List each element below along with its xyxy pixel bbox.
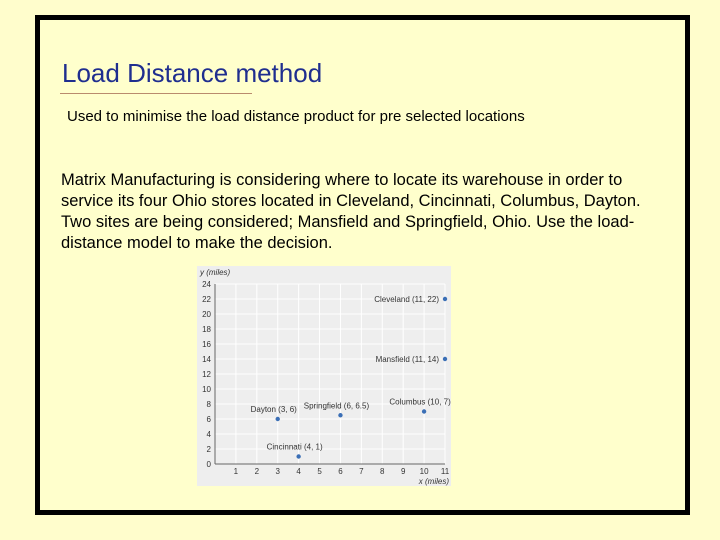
data-point-label: Springfield (6, 6.5) [303,401,370,411]
x-tick-label: 9 [400,467,406,476]
chart-svg [197,266,451,486]
x-tick-label: 11 [440,467,450,476]
y-tick-label: 18 [202,325,211,334]
data-point-label: Columbus (10, 7) [389,397,451,407]
x-tick-label: 5 [317,467,322,476]
x-tick-label: 1 [233,467,239,476]
data-point [338,413,342,417]
y-tick-label: 14 [202,355,211,364]
data-point-label: Cleveland (11, 22) [374,295,439,304]
x-axis-title: x (miles) [418,477,449,486]
x-tick-label: 6 [338,467,343,476]
y-axis-title: y (miles) [200,268,231,277]
scatter-chart [197,266,451,486]
y-tick-label: 8 [206,400,211,409]
data-point-label: Cincinnati (4, 1) [266,442,323,452]
problem-statement: Matrix Manufacturing is considering where to locate its warehouse in order to service its four Ohio stores located in Cleveland, Cincinnati, Columbus, Dayton. Two sites are being considered; Mansfield and Springfield, Ohio. Use the load-distance model to make the decision. [61,171,641,252]
data-point [276,417,280,421]
y-tick-label: 2 [206,445,211,454]
y-tick-label: 0 [206,460,211,469]
y-tick-label: 4 [206,430,211,439]
title-underline [60,93,252,94]
y-tick-label: 22 [202,295,211,304]
y-tick-label: 20 [202,310,211,319]
slide-title: Load Distance method [62,58,323,88]
data-point [422,409,426,413]
data-point [443,297,447,301]
x-tick-label: 7 [359,467,364,476]
data-point [296,454,300,458]
data-point [443,357,447,361]
x-tick-label: 8 [380,467,385,476]
x-tick-label: 4 [296,467,301,476]
y-tick-label: 12 [202,370,211,379]
data-point-label: Mansfield (11, 14) [375,355,439,364]
y-tick-label: 16 [202,340,211,349]
x-tick-label: 10 [419,467,429,476]
slide-subtitle: Used to minimise the load distance product for pre selected locations [67,108,525,125]
y-tick-label: 10 [202,385,211,394]
x-tick-label: 3 [275,467,280,476]
y-tick-label: 6 [206,415,211,424]
x-tick-label: 2 [254,467,260,476]
y-tick-label: 24 [202,280,211,289]
data-point-label: Dayton (3, 6) [250,405,297,414]
